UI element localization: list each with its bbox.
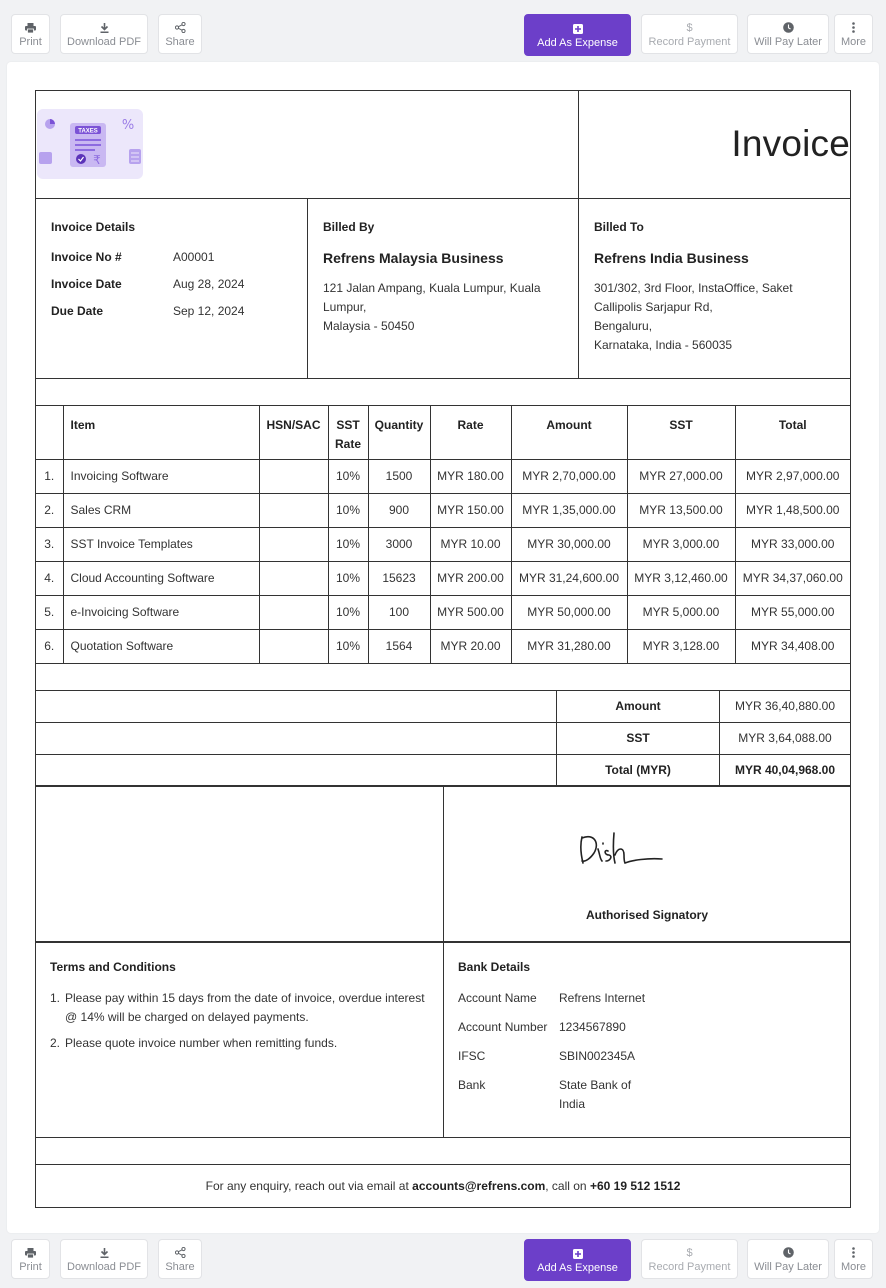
svg-text:%: %	[121, 118, 135, 133]
invoice-date-label: Invoice Date	[51, 277, 122, 291]
table-row	[36, 459, 850, 493]
enquiry-footer	[36, 1165, 850, 1207]
account-number-value: 1234567890	[559, 1019, 626, 1034]
title-cell	[579, 91, 850, 198]
row-quantity: 3000	[368, 527, 430, 561]
terms-bank-section	[36, 943, 850, 1138]
invoice-details-heading: Invoice Details	[51, 220, 136, 234]
row-sst-rate: 10%	[328, 527, 368, 561]
invoice-no-label: Invoice No #	[51, 250, 122, 264]
col-sst-rate	[328, 406, 368, 459]
plus-square-icon	[573, 1247, 583, 1261]
row-total: MYR 55,000.00	[735, 595, 850, 629]
billed-to-address-line-3: Karnataka, India - 560035	[594, 338, 733, 352]
dollar-icon: $	[686, 21, 693, 34]
row-sst: MYR 3,000.00	[627, 527, 735, 561]
clock-icon	[783, 21, 794, 35]
will-pay-later-button[interactable]	[747, 1239, 829, 1279]
billed-by-address-line-2: Malaysia - 50450	[323, 319, 415, 333]
row-amount: MYR 30,000.00	[511, 527, 627, 561]
row-rate: MYR 20.00	[430, 629, 511, 663]
items-table	[36, 406, 850, 664]
due-date-value: Sep 12, 2024	[173, 304, 245, 318]
col-rate: Rate	[430, 406, 511, 459]
col-amount: Amount	[511, 406, 627, 459]
download-icon	[100, 21, 109, 35]
table-row	[36, 561, 850, 595]
kebab-menu-icon	[852, 1246, 855, 1260]
table-row	[36, 527, 850, 561]
download-pdf-button[interactable]	[60, 1239, 148, 1279]
totals-sst-row	[36, 723, 850, 755]
kebab-menu-icon	[852, 21, 855, 35]
sst-value: MYR 3,64,088.00	[738, 731, 832, 745]
row-total: MYR 34,408.00	[735, 629, 850, 663]
terms-item-text: Please quote invoice number when remitting funds.	[65, 1035, 338, 1050]
ifsc-label: IFSC	[458, 1048, 486, 1063]
print-label: Print	[19, 35, 42, 48]
printer-icon	[25, 1246, 36, 1260]
spacer-row	[36, 664, 850, 691]
share-icon	[175, 21, 186, 35]
row-sst-rate: 10%	[328, 629, 368, 663]
print-button[interactable]	[11, 14, 50, 54]
row-sst: MYR 13,500.00	[627, 493, 735, 527]
clock-icon	[783, 1246, 794, 1260]
account-name-label: Account Name	[458, 990, 537, 1005]
logo-cell	[36, 91, 579, 198]
row-rate: MYR 500.00	[430, 595, 511, 629]
row-sst: MYR 5,000.00	[627, 595, 735, 629]
row-quantity: 900	[368, 493, 430, 527]
row-hsn	[259, 493, 328, 527]
will-pay-later-button[interactable]	[747, 14, 829, 54]
totals-total-row	[36, 755, 850, 787]
row-total: MYR 33,000.00	[735, 527, 850, 561]
col-sst-rate-line-1: SST	[336, 418, 360, 432]
row-quantity: 1564	[368, 629, 430, 663]
amount-label: Amount	[557, 691, 720, 722]
row-quantity: 1500	[368, 459, 430, 493]
billed-to-address-line-2: Bengaluru,	[594, 319, 653, 333]
col-item: Item	[63, 406, 259, 459]
row-number: 2.	[36, 493, 63, 527]
col-quantity: Quantity	[368, 406, 430, 459]
record-payment-label: Record Payment	[648, 35, 731, 48]
totals-section	[36, 691, 850, 787]
row-quantity: 15623	[368, 561, 430, 595]
billed-by-address-line-1: 121 Jalan Ampang, Kuala Lumpur, Kuala Lumpur,	[323, 281, 541, 314]
invoice-no-value: A00001	[173, 250, 215, 264]
row-hsn	[259, 459, 328, 493]
billed-by-name: Refrens Malaysia Business	[323, 250, 504, 266]
footer-phone[interactable]: +60 19 512 1512	[589, 1178, 681, 1193]
signature-section	[36, 787, 850, 943]
more-label: More	[840, 1260, 867, 1273]
bank-label: Bank	[458, 1077, 486, 1092]
billed-by	[308, 199, 579, 378]
table-row	[36, 493, 850, 527]
record-payment-button[interactable]	[641, 1239, 738, 1279]
will-pay-later-label: Will Pay Later	[754, 35, 822, 48]
row-amount: MYR 50,000.00	[511, 595, 627, 629]
row-number: 3.	[36, 527, 63, 561]
row-rate: MYR 200.00	[430, 561, 511, 595]
terms-and-conditions	[36, 943, 444, 1137]
invoice-date-value: Aug 28, 2024	[173, 277, 245, 291]
taxes-logo	[37, 109, 143, 179]
authorised-signatory-label: Authorised Signatory	[585, 907, 708, 922]
share-button[interactable]	[158, 1239, 202, 1279]
items-header-row	[36, 406, 850, 459]
row-sst-rate: 10%	[328, 459, 368, 493]
row-hsn	[259, 595, 328, 629]
bottom-toolbar	[0, 1239, 886, 1281]
invoice-title: Invoice	[731, 123, 850, 164]
more-button[interactable]	[834, 1239, 873, 1279]
row-quantity: 100	[368, 595, 430, 629]
row-rate: MYR 180.00	[430, 459, 511, 493]
will-pay-later-label: Will Pay Later	[754, 1260, 822, 1273]
invoice-header	[36, 91, 850, 199]
spacer-row	[36, 379, 850, 406]
top-toolbar	[0, 14, 886, 56]
svg-text:₹: ₹	[93, 153, 101, 167]
row-item: Sales CRM	[63, 493, 259, 527]
add-as-expense-label: Add As Expense	[537, 36, 618, 49]
share-button[interactable]	[158, 14, 202, 54]
row-sst-rate: 10%	[328, 561, 368, 595]
row-sst: MYR 3,128.00	[627, 629, 735, 663]
row-sst-rate: 10%	[328, 493, 368, 527]
billed-to-name: Refrens India Business	[594, 250, 749, 266]
ifsc-value: SBIN002345A	[559, 1048, 636, 1063]
amount-value: MYR 36,40,880.00	[734, 699, 836, 713]
bank-details	[444, 943, 850, 1137]
download-icon	[100, 1246, 109, 1260]
terms-heading: Terms and Conditions	[50, 959, 176, 974]
add-as-expense-label: Add As Expense	[537, 1261, 618, 1274]
row-hsn	[259, 561, 328, 595]
row-hsn	[259, 527, 328, 561]
col-sst: SST	[627, 406, 735, 459]
more-button[interactable]	[834, 14, 873, 54]
totals-amount-row	[36, 691, 850, 723]
row-sst: MYR 27,000.00	[627, 459, 735, 493]
row-item: Quotation Software	[63, 629, 259, 663]
total-label: Total (MYR)	[557, 755, 720, 785]
terms-item: 2. Please quote invoice number when remitting funds.	[50, 1034, 429, 1053]
billed-to-address-line-1: 301/302, 3rd Floor, InstaOffice, Saket Callipolis Sarjapur Rd,	[594, 281, 793, 314]
table-row	[36, 595, 850, 629]
more-label: More	[840, 35, 867, 48]
print-label: Print	[19, 1260, 42, 1273]
share-label: Share	[165, 1260, 195, 1273]
row-number: 4.	[36, 561, 63, 595]
row-sst-rate: 10%	[328, 595, 368, 629]
print-button[interactable]	[11, 1239, 50, 1279]
footer-mid: , call on	[545, 1178, 587, 1193]
share-label: Share	[165, 35, 195, 48]
row-item: Cloud Accounting Software	[63, 561, 259, 595]
row-sst: MYR 3,12,460.00	[627, 561, 735, 595]
record-payment-label: Record Payment	[648, 1260, 731, 1273]
account-number-label: Account Number	[458, 1019, 548, 1034]
dollar-icon: $	[686, 1246, 693, 1259]
sst-label: SST	[557, 723, 720, 754]
row-amount: MYR 31,280.00	[511, 629, 627, 663]
account-name-value: Refrens Internet	[559, 990, 646, 1005]
billed-to	[579, 199, 850, 378]
col-total: Total	[735, 406, 850, 459]
signature-image	[576, 829, 668, 874]
record-payment-button[interactable]	[641, 14, 738, 54]
row-amount: MYR 1,35,000.00	[511, 493, 627, 527]
add-as-expense-button[interactable]	[524, 1239, 631, 1281]
bank-heading: Bank Details	[458, 959, 531, 974]
download-pdf-button[interactable]	[60, 14, 148, 54]
logo-text: TAXES	[78, 128, 98, 135]
col-index	[36, 406, 63, 459]
parties-section	[36, 199, 850, 379]
row-rate: MYR 10.00	[430, 527, 511, 561]
row-total: MYR 2,97,000.00	[735, 459, 850, 493]
row-total: MYR 1,48,500.00	[735, 493, 850, 527]
spacer-row	[36, 1138, 850, 1165]
footer-prefix: For any enquiry, reach out via email at	[205, 1178, 409, 1193]
row-item: Invoicing Software	[63, 459, 259, 493]
col-sst-rate-line-2: Rate	[334, 437, 361, 451]
row-rate: MYR 150.00	[430, 493, 511, 527]
plus-square-icon	[573, 22, 583, 36]
row-item: e-Invoicing Software	[63, 595, 259, 629]
row-hsn	[259, 629, 328, 663]
total-value: MYR 40,04,968.00	[734, 762, 836, 777]
row-amount: MYR 31,24,600.00	[511, 561, 627, 595]
bank-value: State Bank of India	[559, 1077, 632, 1111]
col-hsn: HSN/SAC	[259, 406, 328, 459]
row-amount: MYR 2,70,000.00	[511, 459, 627, 493]
billed-by-heading: Billed By	[323, 220, 375, 234]
download-label: Download PDF	[67, 35, 141, 48]
row-total: MYR 34,37,060.00	[735, 561, 850, 595]
table-row	[36, 629, 850, 663]
row-item: SST Invoice Templates	[63, 527, 259, 561]
due-date-label: Due Date	[51, 304, 104, 318]
footer-email[interactable]: accounts@refrens.com	[412, 1178, 546, 1193]
add-as-expense-button[interactable]	[524, 14, 631, 56]
row-number: 6.	[36, 629, 63, 663]
share-icon	[175, 1246, 186, 1260]
row-number: 5.	[36, 595, 63, 629]
printer-icon	[25, 21, 36, 35]
terms-item-text: Please pay within 15 days from the date of invoice, overdue interest @ 14% will be charged on delayed payments.	[65, 990, 425, 1024]
invoice-document	[35, 90, 851, 1208]
billed-to-heading: Billed To	[594, 220, 644, 234]
download-label: Download PDF	[67, 1260, 141, 1273]
terms-item: 1. Please pay within 15 days from the date of invoice, overdue interest @ 14% will be charged on delayed payments.	[50, 989, 429, 1027]
invoice-details	[36, 199, 308, 378]
row-number: 1.	[36, 459, 63, 493]
